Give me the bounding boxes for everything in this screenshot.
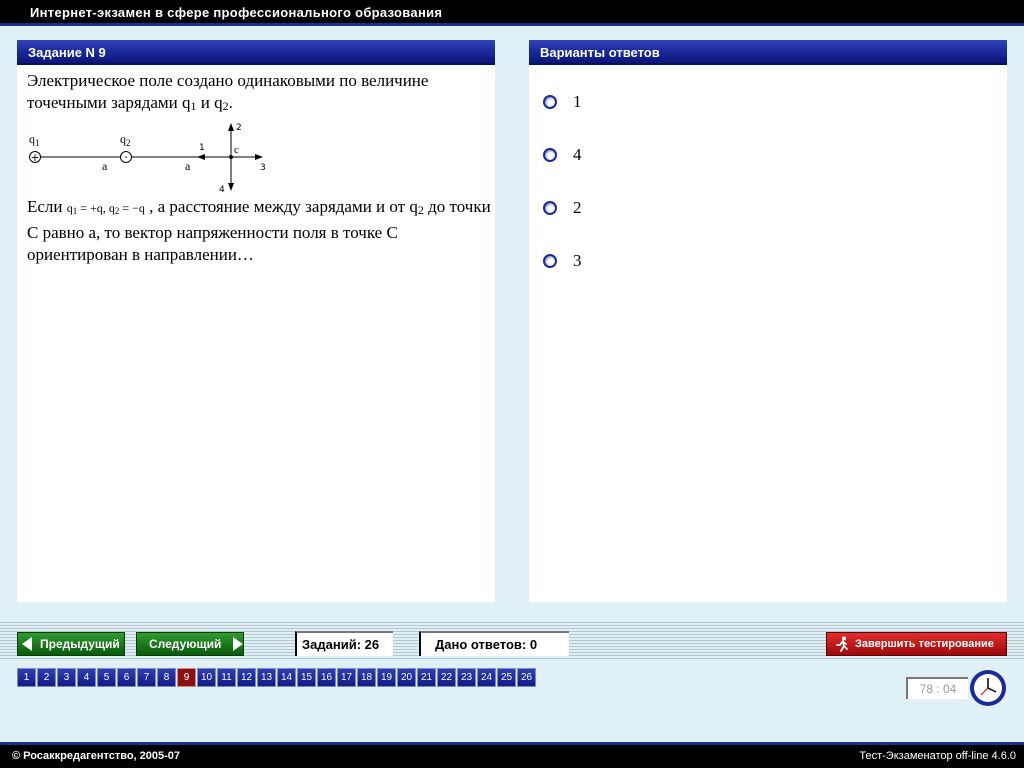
copyright: © Росаккредагентство, 2005-07	[12, 750, 181, 762]
page-button-10[interactable]: 10	[197, 668, 216, 687]
label-dir-1: 1	[199, 143, 205, 153]
point-c	[229, 155, 233, 159]
radio-button[interactable]	[543, 148, 557, 162]
label-a2: a	[185, 159, 191, 173]
title-bar	[0, 0, 1024, 26]
charge-q2-sign: -	[124, 152, 128, 163]
question-body-if: Если	[27, 197, 67, 216]
answer-option[interactable]	[543, 92, 582, 112]
label-c: c	[234, 144, 239, 156]
answer-option[interactable]	[543, 145, 582, 165]
page-button-5[interactable]: 5	[97, 668, 116, 687]
arrow-2	[228, 123, 234, 131]
page-button-21[interactable]: 21	[417, 668, 436, 687]
version-info: Тест-Экзаменатор off-line 4.6.0	[859, 750, 1016, 762]
question-intro-text: Электрическое поле создано одинаковыми по величине точечными зарядами q	[27, 71, 429, 112]
radio-button[interactable]	[543, 95, 557, 109]
answer-label: 2	[573, 198, 582, 217]
radio-button[interactable]	[543, 201, 557, 215]
page-button-25[interactable]: 25	[497, 668, 516, 687]
label-q1: $q_1$	[29, 132, 40, 148]
running-man-icon	[835, 636, 849, 652]
page-button-13[interactable]: 13	[257, 668, 276, 687]
arrow-1	[197, 154, 205, 160]
question-body-text: , а расстояние между зарядами и от q	[144, 197, 418, 216]
page-button-17[interactable]: 17	[337, 668, 356, 687]
page-button-15[interactable]: 15	[297, 668, 316, 687]
arrow-4	[228, 183, 234, 191]
question-body-sub: 2	[417, 203, 424, 217]
question-intro	[27, 70, 487, 117]
arrow-3	[255, 154, 263, 160]
tasks-count: Заданий: 26	[295, 631, 393, 656]
answers-panel	[529, 40, 1007, 602]
label-dir-4: 4	[219, 185, 225, 195]
question-intro-end: .	[228, 93, 233, 112]
answer-option[interactable]	[543, 198, 582, 218]
page-button-24[interactable]: 24	[477, 668, 496, 687]
answers-header: Варианты ответов	[529, 40, 1007, 65]
page-button-1[interactable]: 1	[17, 668, 36, 687]
answer-label: 1	[573, 92, 582, 111]
page-button-11[interactable]: 11	[217, 668, 236, 687]
page-button-16[interactable]: 16	[317, 668, 336, 687]
question-intro-sub2: 2	[222, 99, 229, 113]
question-intro-and: и q	[196, 93, 223, 112]
page-button-26[interactable]: 26	[517, 668, 536, 687]
page-button-8[interactable]: 8	[157, 668, 176, 687]
arrow-right-icon	[233, 637, 243, 651]
label-a1: a	[102, 159, 108, 173]
radio-button[interactable]	[543, 254, 557, 268]
page-button-6[interactable]: 6	[117, 668, 136, 687]
answers-count: Дано ответов: 0	[419, 631, 569, 656]
question-header: Задание N 9	[17, 40, 495, 65]
app-title: Интернет-экзамен в сфере профессионального образования	[30, 5, 443, 20]
finish-test-label: Завершить тестирование	[855, 638, 994, 650]
question-pager	[17, 668, 537, 687]
answer-label: 3	[573, 251, 582, 270]
charges-diagram	[27, 120, 267, 196]
page-button-7[interactable]: 7	[137, 668, 156, 687]
timer-display: 78 : 04	[906, 677, 968, 699]
next-button[interactable]	[136, 632, 244, 656]
page-button-3[interactable]: 3	[57, 668, 76, 687]
previous-button-label: Предыдущий	[40, 637, 120, 651]
question-body	[27, 196, 491, 266]
formula: $q_1 = +q$, $q_2 = -q$	[66, 201, 145, 216]
page-button-20[interactable]: 20	[397, 668, 416, 687]
page-button-2[interactable]: 2	[37, 668, 56, 687]
page-button-9[interactable]: 9	[177, 668, 196, 687]
page-button-4[interactable]: 4	[77, 668, 96, 687]
clock-icon	[968, 668, 1008, 708]
page-button-12[interactable]: 12	[237, 668, 256, 687]
page-button-14[interactable]: 14	[277, 668, 296, 687]
page-button-19[interactable]: 19	[377, 668, 396, 687]
answer-label: 4	[573, 145, 582, 164]
finish-test-button[interactable]	[826, 632, 1007, 656]
question-panel	[17, 40, 495, 602]
question-intro-sub1: 1	[190, 99, 197, 113]
previous-button[interactable]	[17, 632, 125, 656]
footer-bar	[0, 742, 1024, 768]
label-dir-3: 3	[260, 163, 266, 173]
arrow-left-icon	[22, 637, 32, 651]
answer-option[interactable]	[543, 251, 582, 271]
next-button-label: Следующий	[149, 637, 222, 651]
page-button-23[interactable]: 23	[457, 668, 476, 687]
label-q2: $q_2$	[120, 132, 131, 148]
label-dir-2: 2	[236, 123, 242, 133]
page-button-18[interactable]: 18	[357, 668, 376, 687]
question-body-text-2: до точки С равно а, то вектор напряженности поля в точке С ориентирован в направлении…	[27, 197, 491, 264]
charge-q1-sign: +	[30, 151, 40, 164]
page-button-22[interactable]: 22	[437, 668, 456, 687]
